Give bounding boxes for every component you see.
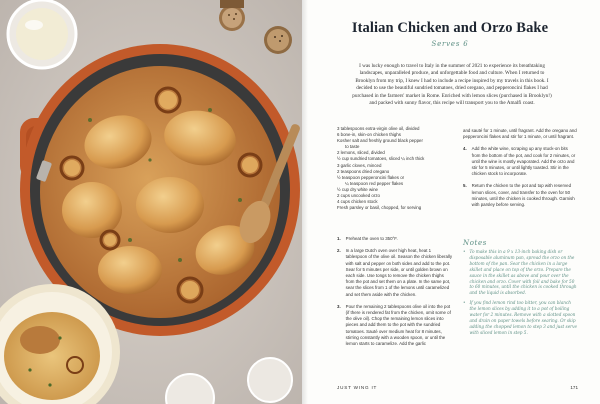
step-text: Pour the remaining 2 tablespoons olive oil into the pot (if there is rendered fat from the chicken, omit some of the olive oil). Chop the remaining lemon slices into pieces and add them to the pot with the sundried tomatoes. Sauté over medium heat for 8 minutes, stirring constantly with a wooden spoon, or until the lemon starts to caramelize. Add the garlic [345,303,451,347]
notes-heading: Notes [463,239,487,247]
step-number: 3. [337,303,341,309]
note-item [463,300,579,335]
ingredient-item: 4 cups chicken stock [337,199,378,205]
ingredient-list [337,126,455,211]
step-text: Add the white wine, scraping up any stuck-on bits from the bottom of the pot, and cook for 2 minutes, or until the wine is mostly evaporated. Add the orzo and stir for 5 minutes, or until lightly toasted. Stir in the chicken stock to incorporate. [471,146,576,177]
white-wine-glass-icon [8,0,76,68]
method-step [337,304,453,347]
bullet-icon: • [463,249,466,254]
method-step [337,236,453,242]
ingredient-item: 3 tablespoons extra-virgin olive oil, divided [337,126,420,131]
ingredient-item: 3 garlic cloves, minced [337,162,382,168]
method-column-right [463,128,577,214]
ingredient-item: ½ cup sundried tomatoes, sliced ¼ inch thick [337,156,425,162]
section-footer: JUST WING IT [337,385,378,390]
method-step [463,183,577,208]
step-number: 4. [463,146,467,152]
ingredient-item: 2 cups uncooked orzo [337,193,380,199]
ingredient-item: Fresh parsley or basil, chopped, for serving [337,205,422,211]
step-number: 5. [463,183,467,189]
ingredient-item: 2 lemons, sliced, divided [337,150,385,156]
recipe-intro: I was lucky enough to travel to Italy in the summer of 2021 to experience its breathtaking landscapes, unparalleled produce, and unforgettable food and culture. When I returned to Brooklyn from my trip, I knew I had to include a recipe inspired by my travels in this book. I decided to use the beautiful sundried tomatoes, dried oregano, and pepperoncini flakes I had purchased in the farmers' market in Rome. Enriched with lemon slices (purchased in Brooklyn!) and packed with sunny flavor, this recipe will transport you to the Amalfi coast. [352,63,552,107]
page-fold-shadow [302,0,308,404]
ingredient-item: Kosher salt and freshly ground black pepper [337,138,423,144]
ingredient-item: ½ cup dry white wine [337,186,378,192]
step-text: Preheat the oven to 350°F. [345,236,398,241]
recipe-title: Italian Chicken and Orzo Bake [351,20,549,36]
page-number: 171 [570,385,578,390]
ingredient-item: 2 teaspoons dried oregano [337,168,390,174]
ingredient-item: ¼ teaspoon red pepper flakes [345,180,404,186]
note-text: To make this in a 9 x 13-inch baking dish or disposable aluminum pan, spread the orzo on the bottom of the pan. Sear the chicken in a large skillet and place on top of the orzo. Prepare the sauce in the skillet as above and pour over the chicken and orzo. Cover with foil and bake for 50 to 60 minutes, until the chicken is cooked through and the liquid is absorbed. [469,249,577,296]
method-step [337,248,453,298]
ingredient-item: 6 bone-in, skin-on chicken thighs [337,132,401,138]
ingredient-item: ½ teaspoon pepperoncini flakes or [337,174,405,180]
method-step [463,146,577,177]
method-column-left [337,236,453,353]
serves-label: Serves 6 [431,40,469,48]
salt-shaker-icon [219,0,245,31]
bullet-icon: • [463,300,466,306]
step-continuation: and sauté for 1 minute, until fragrant. Add the oregano and pepperoncini flakes and stir for 1 minute, or until fragrant. [463,128,577,140]
step-text: In a large Dutch oven over high heat, heat 1 tablespoon of the olive oil. Season the chicken liberally with salt and pepper on both sides and add to the pot. Sear for 5 minutes per side, or until golden brown on each side. Use tongs to remove the chicken thighs from the pot and set them on a plate. In the same pot, sear the slices from 1 of the lemons until caramelized and set them aside with the chicken. [345,248,453,297]
notes-list [463,249,579,340]
note-text: If you find lemon rind too bitter, you can blanch the lemon slices by adding it to a pot of boiling water for 2 minutes. Remove with a slotted spoon and drain on paper towels before searing. Or skip adding the chopped lemon to step 3 and just serve with sliced lemon in step 5. [469,300,578,335]
ingredient-item: to taste [345,144,360,150]
pepper-shaker-icon [264,26,292,54]
note-item [463,249,579,296]
step-text: Return the chicken to the pot and top with reserved lemon slices, cover, and transfer to the oven for 50 minutes, until the chicken is cooked through. Garnish with parsley before serving. [471,183,575,208]
step-number: 1. [337,236,341,241]
step-number: 2. [337,248,341,254]
